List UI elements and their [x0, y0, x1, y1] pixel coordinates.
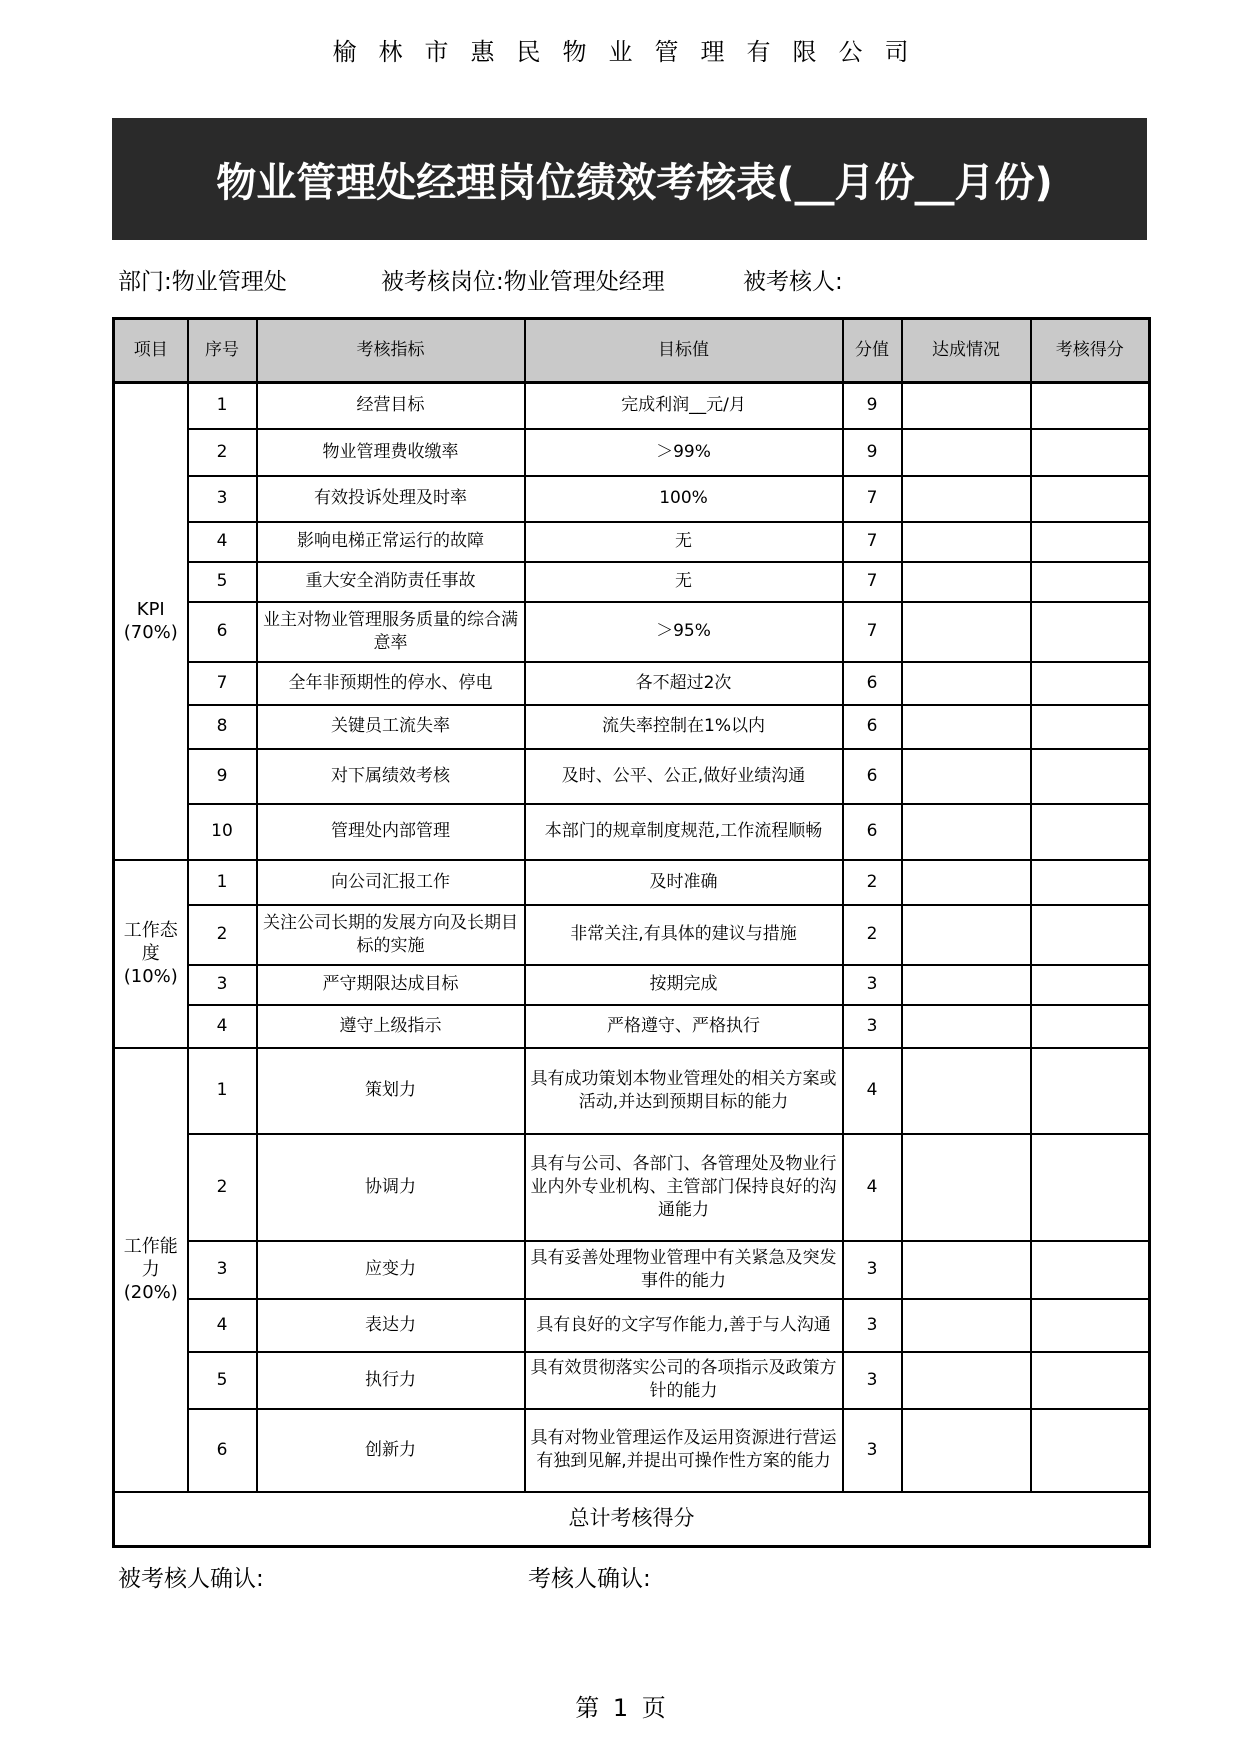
achievement-input-cell[interactable]	[902, 383, 1031, 429]
indicator-cell: 影响电梯正常运行的故障	[257, 522, 525, 562]
indicator-cell: 表达力	[257, 1299, 525, 1352]
target-cell: 及时准确	[525, 860, 843, 905]
target-cell: 具有良好的文字写作能力,善于与人沟通	[525, 1299, 843, 1352]
score-cell: 7	[843, 522, 902, 562]
form-title	[112, 118, 1147, 240]
target-cell: ＞99%	[525, 429, 843, 476]
table-row	[114, 429, 1150, 476]
achievement-input-cell[interactable]	[902, 476, 1031, 522]
table-row	[114, 602, 1150, 662]
result-input-cell[interactable]	[1031, 562, 1150, 602]
achievement-input-cell[interactable]	[902, 965, 1031, 1005]
indicator-cell: 策划力	[257, 1048, 525, 1134]
achievement-input-cell[interactable]	[902, 1005, 1031, 1048]
result-input-cell[interactable]	[1031, 1134, 1150, 1241]
indicator-cell: 对下属绩效考核	[257, 749, 525, 804]
table-row	[114, 1299, 1150, 1352]
indicator-cell: 关注公司长期的发展方向及长期目标的实施	[257, 905, 525, 965]
result-input-cell[interactable]	[1031, 1409, 1150, 1492]
header-no: 序号	[188, 319, 257, 383]
indicator-cell: 管理处内部管理	[257, 804, 525, 860]
target-cell: 无	[525, 522, 843, 562]
no-cell: 5	[188, 1352, 257, 1409]
score-cell: 3	[843, 1005, 902, 1048]
target-cell: 具有妥善处理物业管理中有关紧急及突发事件的能力	[525, 1241, 843, 1299]
score-cell: 7	[843, 602, 902, 662]
indicator-cell: 严守期限达成目标	[257, 965, 525, 1005]
target-cell: 本部门的规章制度规范,工作流程顺畅	[525, 804, 843, 860]
table-row	[114, 905, 1150, 965]
achievement-input-cell[interactable]	[902, 1048, 1031, 1134]
table-row	[114, 476, 1150, 522]
result-input-cell[interactable]	[1031, 1241, 1150, 1299]
result-input-cell[interactable]	[1031, 383, 1150, 429]
header-result: 考核得分	[1031, 319, 1150, 383]
table-row	[114, 1409, 1150, 1492]
achievement-input-cell[interactable]	[902, 429, 1031, 476]
table-row	[114, 522, 1150, 562]
score-cell: 3	[843, 1299, 902, 1352]
indicator-cell: 全年非预期性的停水、停电	[257, 662, 525, 705]
achievement-input-cell[interactable]	[902, 522, 1031, 562]
target-cell: 及时、公平、公正,做好业绩沟通	[525, 749, 843, 804]
achievement-input-cell[interactable]	[902, 804, 1031, 860]
assessment-table	[112, 317, 1151, 1548]
target-cell: 具有与公司、各部门、各管理处及物业行业内外专业机构、主管部门保持良好的沟通能力	[525, 1134, 843, 1241]
indicator-cell: 向公司汇报工作	[257, 860, 525, 905]
category-cell: 工作能 力 (20%)	[114, 1048, 188, 1492]
achievement-input-cell[interactable]	[902, 905, 1031, 965]
info-row	[118, 263, 1148, 297]
achievement-input-cell[interactable]	[902, 602, 1031, 662]
table-row	[114, 749, 1150, 804]
achievement-input-cell[interactable]	[902, 1134, 1031, 1241]
table-header-row	[114, 319, 1150, 383]
assessor-confirm: 考核人确认:	[528, 1566, 651, 1592]
result-input-cell[interactable]	[1031, 602, 1150, 662]
score-cell: 4	[843, 1048, 902, 1134]
no-cell: 9	[188, 749, 257, 804]
indicator-cell: 关键员工流失率	[257, 705, 525, 749]
achievement-input-cell[interactable]	[902, 860, 1031, 905]
page-number: 第 1 页	[575, 1694, 666, 1722]
score-cell: 6	[843, 662, 902, 705]
no-cell: 3	[188, 965, 257, 1005]
score-cell: 3	[843, 1241, 902, 1299]
result-input-cell[interactable]	[1031, 705, 1150, 749]
score-cell: 7	[843, 562, 902, 602]
result-input-cell[interactable]	[1031, 749, 1150, 804]
result-input-cell[interactable]	[1031, 1299, 1150, 1352]
form-title-text: 物业管理处经理岗位绩效考核表(__月份__月份)	[216, 159, 1053, 206]
target-cell: 完成利润__元/月	[525, 383, 843, 429]
result-input-cell[interactable]	[1031, 1352, 1150, 1409]
score-cell: 3	[843, 1352, 902, 1409]
assessee-confirm: 被考核人确认:	[118, 1566, 264, 1592]
result-input-cell[interactable]	[1031, 429, 1150, 476]
target-cell: 100%	[525, 476, 843, 522]
target-cell: 严格遵守、严格执行	[525, 1005, 843, 1048]
score-cell: 2	[843, 905, 902, 965]
indicator-cell: 执行力	[257, 1352, 525, 1409]
table-row	[114, 705, 1150, 749]
result-input-cell[interactable]	[1031, 905, 1150, 965]
no-cell: 3	[188, 1241, 257, 1299]
indicator-cell: 创新力	[257, 1409, 525, 1492]
no-cell: 10	[188, 804, 257, 860]
achievement-input-cell[interactable]	[902, 705, 1031, 749]
signature-row	[118, 1560, 1148, 1594]
department-label: 部门:物业管理处	[118, 269, 287, 295]
no-cell: 4	[188, 1005, 257, 1048]
score-cell: 6	[843, 804, 902, 860]
achievement-input-cell[interactable]	[902, 1241, 1031, 1299]
total-row	[114, 1492, 1150, 1547]
target-cell: 各不超过2次	[525, 662, 843, 705]
table-row	[114, 1048, 1150, 1134]
achievement-input-cell[interactable]	[902, 662, 1031, 705]
score-cell: 6	[843, 705, 902, 749]
result-input-cell[interactable]	[1031, 522, 1150, 562]
category-cell: 工作态 度 (10%)	[114, 860, 188, 1048]
target-cell: 具有成功策划本物业管理处的相关方案或活动,并达到预期目标的能力	[525, 1048, 843, 1134]
header-target: 目标值	[525, 319, 843, 383]
table-row	[114, 804, 1150, 860]
score-cell: 4	[843, 1134, 902, 1241]
total-score-label: 总计考核得分	[114, 1492, 1150, 1547]
table-row	[114, 965, 1150, 1005]
indicator-cell: 物业管理费收缴率	[257, 429, 525, 476]
score-cell: 6	[843, 749, 902, 804]
result-input-cell[interactable]	[1031, 860, 1150, 905]
no-cell: 2	[188, 905, 257, 965]
no-cell: 2	[188, 429, 257, 476]
header-score: 分值	[843, 319, 902, 383]
score-cell: 2	[843, 860, 902, 905]
table-row	[114, 1352, 1150, 1409]
score-cell: 3	[843, 1409, 902, 1492]
result-input-cell[interactable]	[1031, 965, 1150, 1005]
no-cell: 4	[188, 1299, 257, 1352]
target-cell: ＞95%	[525, 602, 843, 662]
no-cell: 4	[188, 522, 257, 562]
header-category: 项目	[114, 319, 188, 383]
result-input-cell[interactable]	[1031, 476, 1150, 522]
no-cell: 2	[188, 1134, 257, 1241]
achievement-input-cell[interactable]	[902, 562, 1031, 602]
target-cell: 流失率控制在1%以内	[525, 705, 843, 749]
score-cell: 9	[843, 429, 902, 476]
result-input-cell[interactable]	[1031, 1005, 1150, 1048]
target-cell: 具有对物业管理运作及运用资源进行营运有独到见解,并提出可操作性方案的能力	[525, 1409, 843, 1492]
assessee-label: 被考核人:	[743, 269, 843, 295]
indicator-cell: 遵守上级指示	[257, 1005, 525, 1048]
no-cell: 1	[188, 860, 257, 905]
category-cell: KPI (70%)	[114, 383, 188, 860]
no-cell: 5	[188, 562, 257, 602]
header-achievement: 达成情况	[902, 319, 1031, 383]
no-cell: 6	[188, 1409, 257, 1492]
indicator-cell: 重大安全消防责任事故	[257, 562, 525, 602]
score-cell: 9	[843, 383, 902, 429]
achievement-input-cell[interactable]	[902, 1352, 1031, 1409]
table-row	[114, 1134, 1150, 1241]
position-label: 被考核岗位:物业管理处经理	[381, 269, 665, 295]
table-row	[114, 383, 1150, 429]
table-row	[114, 860, 1150, 905]
no-cell: 8	[188, 705, 257, 749]
indicator-cell: 业主对物业管理服务质量的综合满意率	[257, 602, 525, 662]
target-cell: 非常关注,有具体的建议与措施	[525, 905, 843, 965]
achievement-input-cell[interactable]	[902, 749, 1031, 804]
no-cell: 7	[188, 662, 257, 705]
indicator-cell: 应变力	[257, 1241, 525, 1299]
no-cell: 1	[188, 1048, 257, 1134]
table-row	[114, 662, 1150, 705]
company-name: 榆林市惠民物业管理有限公司	[332, 38, 931, 66]
target-cell: 无	[525, 562, 843, 602]
score-cell: 7	[843, 476, 902, 522]
result-input-cell[interactable]	[1031, 804, 1150, 860]
indicator-cell: 协调力	[257, 1134, 525, 1241]
header-indicator: 考核指标	[257, 319, 525, 383]
result-input-cell[interactable]	[1031, 1048, 1150, 1134]
target-cell: 按期完成	[525, 965, 843, 1005]
no-cell: 3	[188, 476, 257, 522]
table-row	[114, 562, 1150, 602]
indicator-cell: 有效投诉处理及时率	[257, 476, 525, 522]
no-cell: 1	[188, 383, 257, 429]
table-row	[114, 1241, 1150, 1299]
target-cell: 具有效贯彻落实公司的各项指示及政策方针的能力	[525, 1352, 843, 1409]
achievement-input-cell[interactable]	[902, 1409, 1031, 1492]
table-row	[114, 1005, 1150, 1048]
score-cell: 3	[843, 965, 902, 1005]
indicator-cell: 经营目标	[257, 383, 525, 429]
result-input-cell[interactable]	[1031, 662, 1150, 705]
table-body	[114, 383, 1150, 1547]
no-cell: 6	[188, 602, 257, 662]
achievement-input-cell[interactable]	[902, 1299, 1031, 1352]
